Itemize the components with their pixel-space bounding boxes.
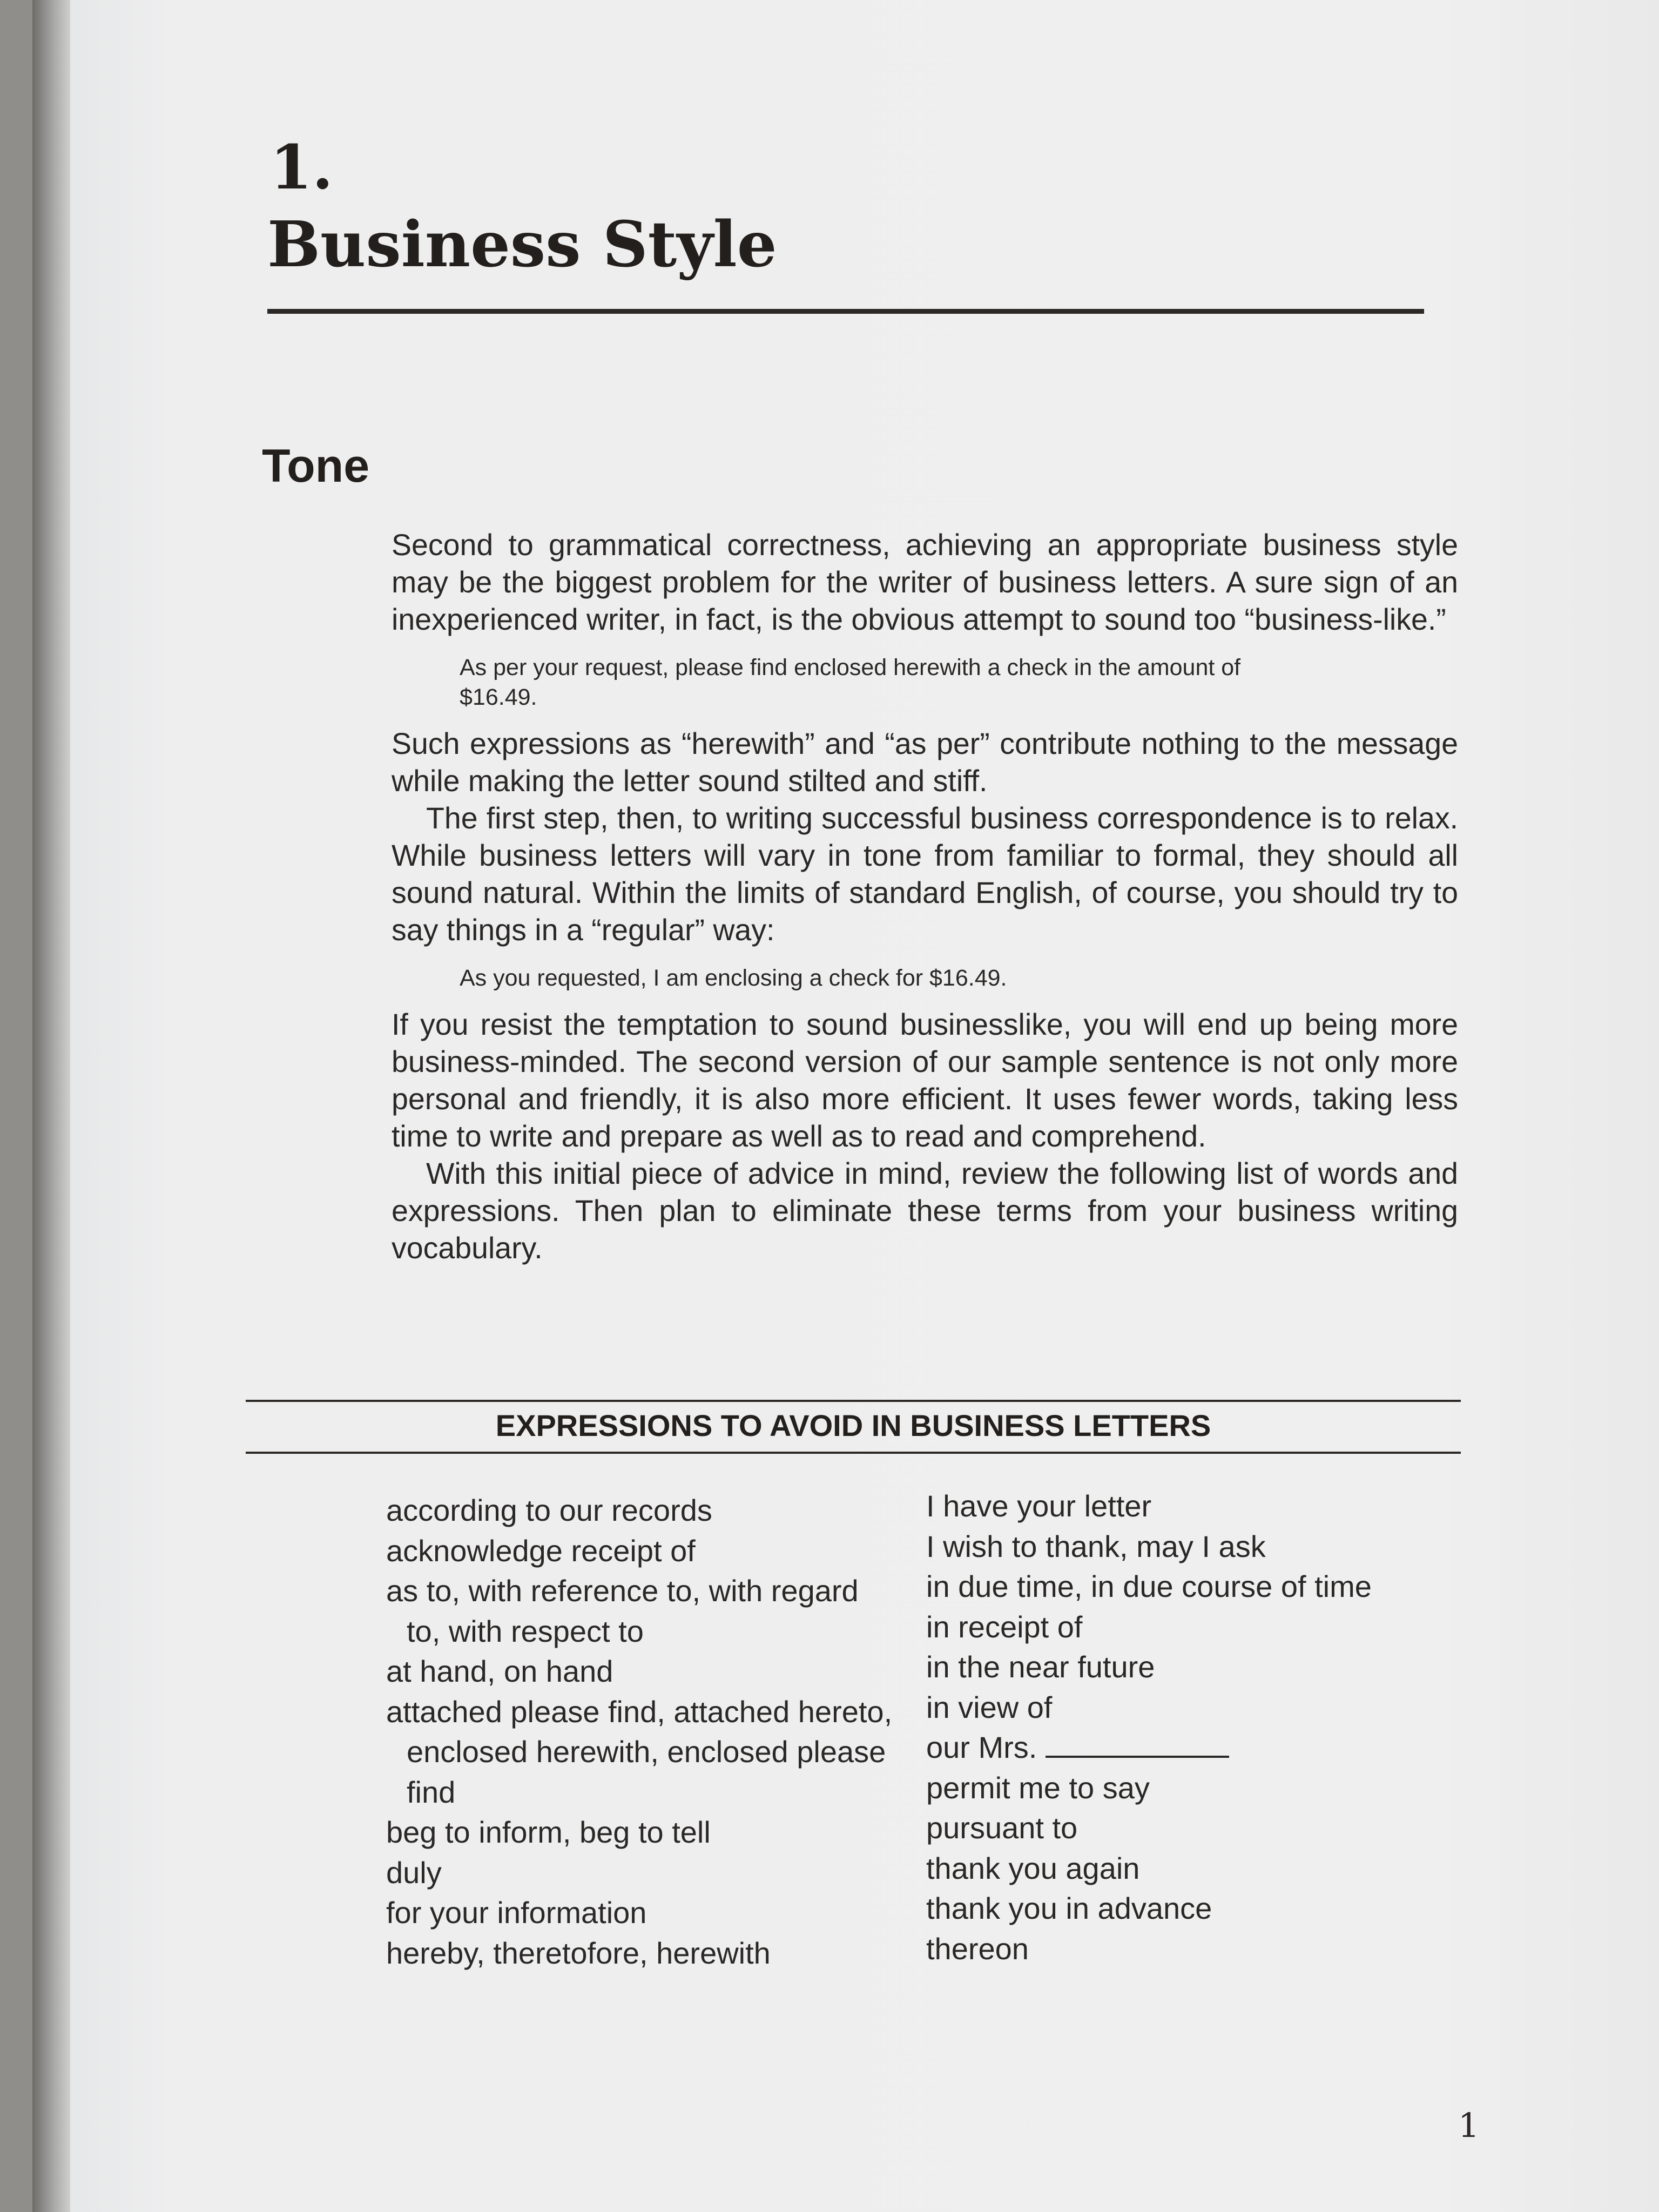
list-item: in view of xyxy=(926,1690,1053,1724)
example-sentence-natural: As you requested, I am enclosing a check for $16.49. xyxy=(460,965,1007,991)
list-item: thereon xyxy=(926,1931,1029,1966)
book-spine-shadow xyxy=(32,0,70,2212)
list-item: acknowledge receipt of xyxy=(386,1533,696,1568)
list-item: pursuant to xyxy=(926,1811,1078,1845)
box-top-rule xyxy=(246,1400,1461,1402)
expressions-list-left xyxy=(386,1491,899,1973)
list-item: duly xyxy=(386,1855,442,1890)
list-item: beg to inform, beg to tell xyxy=(386,1815,711,1849)
list-item: hereby, theretofore, herewith xyxy=(386,1936,771,1970)
list-item: in receipt of xyxy=(926,1609,1083,1644)
list-item-with-blank xyxy=(926,1728,1466,1768)
expressions-list-right xyxy=(926,1486,1466,1969)
box-title: EXPRESSIONS TO AVOID IN BUSINESS LETTERS xyxy=(495,1408,1211,1442)
list-item: in due time, in due course of time xyxy=(926,1569,1372,1603)
chapter-title-rule xyxy=(267,309,1424,314)
paragraph-intro: Second to grammatical correctness, achieving an appropriate business style may be the biggest problem for the writer of business letters. A sure sign of an inexperienced writer, in fact, is the obvious attempt to sound too “business-like.” xyxy=(392,528,1458,636)
list-item: in the near future xyxy=(926,1650,1155,1684)
list-item: I wish to thank, may I ask xyxy=(926,1529,1266,1563)
list-item: thank you again xyxy=(926,1851,1140,1885)
paragraph-expressions: Such expressions as “herewith” and “as per” contribute nothing to the message while making the letter sound stilted and stiff. xyxy=(392,727,1458,798)
section-heading: Tone xyxy=(262,440,370,492)
list-item: according to our records xyxy=(386,1493,712,1527)
body-text xyxy=(392,527,1458,1267)
fill-in-blank-line xyxy=(1046,1729,1229,1758)
list-item: attached please find, attached hereto, enclosed herewith, enclosed please find xyxy=(386,1694,893,1809)
list-item: at hand, on hand xyxy=(386,1654,613,1688)
paragraph-first-step: The first step, then, to writing successful business correspondence is to relax. While business letters will vary in tone from familiar to formal, they should all sound natural. Within the limits of standard English, of course, you should try to say things in a “regular” way: xyxy=(392,801,1458,947)
list-item: I have your letter xyxy=(926,1489,1152,1523)
chapter-title: Business Style xyxy=(267,208,777,281)
list-item: as to, with reference to, with regard to, with respect to xyxy=(386,1574,859,1648)
book-page xyxy=(32,0,1659,2212)
list-item: for your information xyxy=(386,1896,647,1930)
list-item-text: our Mrs. xyxy=(926,1730,1037,1764)
paragraph-advice: With this initial piece of advice in mind, review the following list of words and expressions. Then plan to eliminate these terms from your business writing vocabulary. xyxy=(392,1157,1458,1265)
list-item: permit me to say xyxy=(926,1770,1150,1805)
chapter-number: 1. xyxy=(270,132,333,203)
list-item: thank you in advance xyxy=(926,1891,1212,1925)
example-sentence-formal: As per your request, please find enclosed herewith a check in the amount of $16.49. xyxy=(460,655,1241,710)
page-number: 1 xyxy=(1458,2106,1480,2145)
paragraph-resist: If you resist the temptation to sound businesslike, you will end up being more business-minded. The second version of our sample sentence is not only more personal and friendly, it is also more efficient. It uses fewer words, taking less time to write and prepare as well as to read and comprehend. xyxy=(392,1008,1458,1153)
box-bottom-rule xyxy=(246,1452,1461,1454)
